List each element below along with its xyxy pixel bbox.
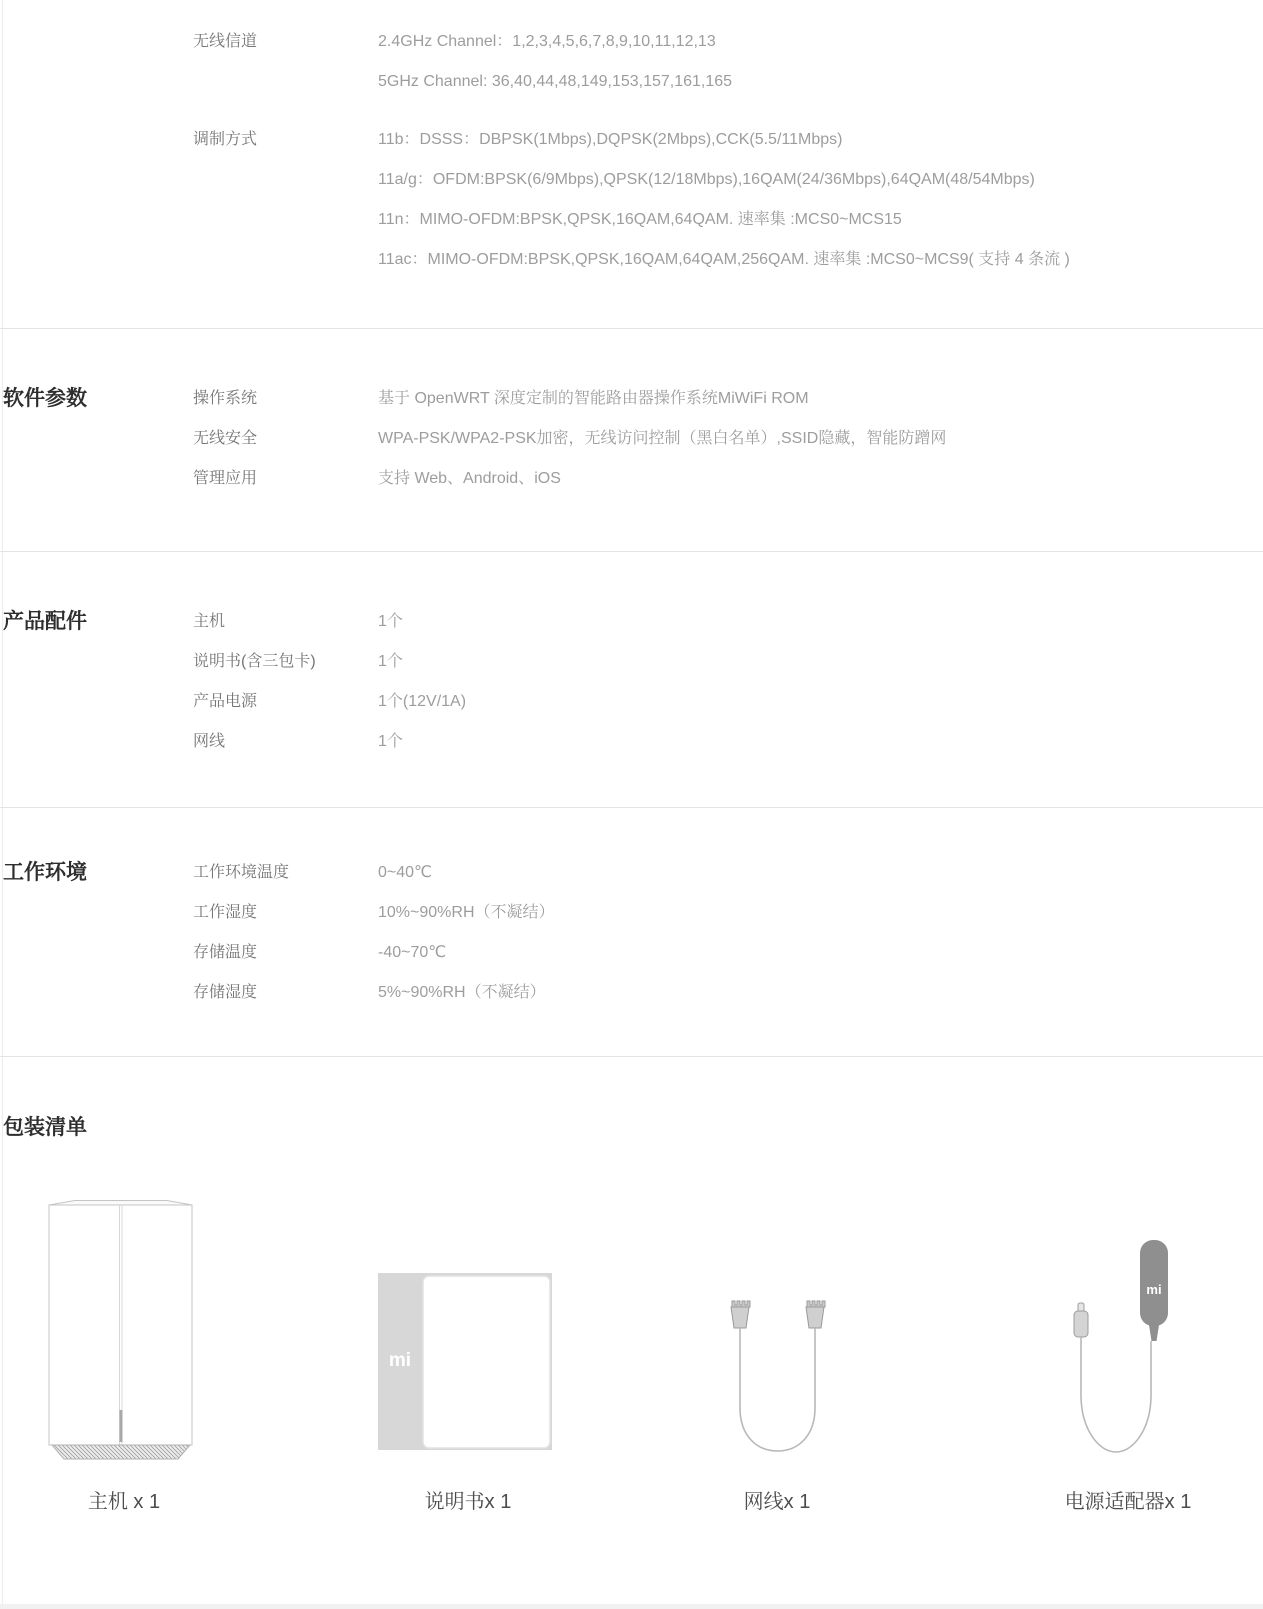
power-adapter-illustration [1050, 1225, 1180, 1465]
spec-row-storage-humidity [193, 973, 1253, 1013]
manual-illustration [370, 1265, 560, 1460]
row-value: 1个 [378, 733, 403, 750]
section-title: 产品配件 [3, 610, 87, 633]
row-label: 无线安全 [193, 430, 258, 447]
package-item-caption: 主机 x 1 [87, 1491, 161, 1513]
adapter-body [1140, 1240, 1168, 1341]
dc-plug-icon [1074, 1303, 1088, 1337]
router-illustration [40, 1195, 202, 1465]
row-value: 11ac：MIMO-OFDM:BPSK,QPSK,16QAM,64QAM,256QAM. 速率集 :MCS0~MCS9( 支持 4 条流 ) [378, 251, 1070, 268]
section-title: 工作环境 [3, 861, 87, 884]
spec-row-storage-temp [193, 933, 1253, 973]
ethernet-cable-illustration [710, 1290, 845, 1465]
row-label: 产品电源 [193, 693, 258, 710]
row-value: 支持 Web、Android、iOS [378, 470, 561, 487]
row-value: 11n：MIMO-OFDM:BPSK,QPSK,16QAM,64QAM. 速率集 :MCS0~MCS15 [378, 211, 902, 228]
spec-row-wireless-security [193, 419, 1253, 459]
row-value: 1个(12V/1A) [378, 693, 467, 710]
row-label: 调制方式 [193, 131, 258, 148]
row-value: 1个 [378, 613, 403, 630]
section-title: 软件参数 [3, 387, 87, 410]
spec-row-os [193, 379, 1253, 419]
section-divider [0, 807, 1263, 808]
row-label: 存储温度 [193, 944, 258, 961]
row-label: 工作湿度 [193, 904, 258, 921]
spec-row-modulation [193, 120, 1253, 280]
spec-row-wireless-channel [193, 22, 1253, 102]
package-item-caption: 说明书x 1 [424, 1491, 512, 1513]
row-value: 0~40℃ [378, 864, 433, 881]
row-value: 5%~90%RH（不凝结） [378, 984, 546, 1001]
rj45-connector-icon [806, 1301, 825, 1328]
row-value: 5GHz Channel: 36,40,44,48,149,153,157,161,165 [378, 73, 733, 90]
row-label: 无线信道 [193, 33, 258, 50]
row-value: WPA-PSK/WPA2-PSK加密，无线访问控制（黑白名单）,SSID隐藏，智能防蹭网 [378, 430, 947, 447]
row-value: 基于 OpenWRT 深度定制的智能路由器操作系统MiWiFi ROM [378, 390, 809, 407]
spec-row-cable [193, 722, 1253, 762]
row-label: 工作环境温度 [193, 864, 290, 881]
row-value: -40~70℃ [378, 944, 447, 961]
spec-row-management-app [193, 459, 1253, 499]
row-value: 11a/g：OFDM:BPSK(6/9Mbps),QPSK(12/18Mbps),16QAM(24/36Mbps),64QAM(48/54Mbps) [378, 171, 1035, 188]
bottom-section-edge [0, 1604, 1263, 1609]
package-item-caption: 网线x 1 [743, 1491, 811, 1513]
row-value: 2.4GHz Channel：1,2,3,4,5,6,7,8,9,10,11,12,13 [378, 33, 716, 50]
row-value: 1个 [378, 653, 403, 670]
section-divider [0, 551, 1263, 552]
spec-row-main-unit [193, 602, 1253, 642]
spec-row-manual [193, 642, 1253, 682]
section-divider [0, 328, 1263, 329]
spec-row-operating-humidity [193, 893, 1253, 933]
row-label: 存储湿度 [193, 984, 258, 1001]
package-list-title: 包装清单 [3, 1116, 87, 1139]
row-label: 说明书(含三包卡) [193, 653, 316, 670]
rj45-connector-icon [731, 1301, 750, 1328]
spec-row-power [193, 682, 1253, 722]
row-label: 管理应用 [193, 470, 258, 487]
mi-logo-icon: mi [1146, 1282, 1162, 1297]
row-value: 11b：DSSS：DBPSK(1Mbps),DQPSK(2Mbps),CCK(5.5/11Mbps) [378, 131, 843, 148]
row-label: 主机 [193, 613, 226, 630]
section-divider [0, 1056, 1263, 1057]
row-label: 网线 [193, 733, 226, 750]
page-left-border [2, 0, 3, 1609]
row-label: 操作系统 [193, 390, 258, 407]
row-value: 10%~90%RH（不凝结） [378, 904, 555, 921]
mi-logo-icon: mi [388, 1350, 412, 1371]
package-item-caption: 电源适配器x 1 [1064, 1491, 1192, 1513]
spec-row-operating-temp [193, 853, 1253, 893]
